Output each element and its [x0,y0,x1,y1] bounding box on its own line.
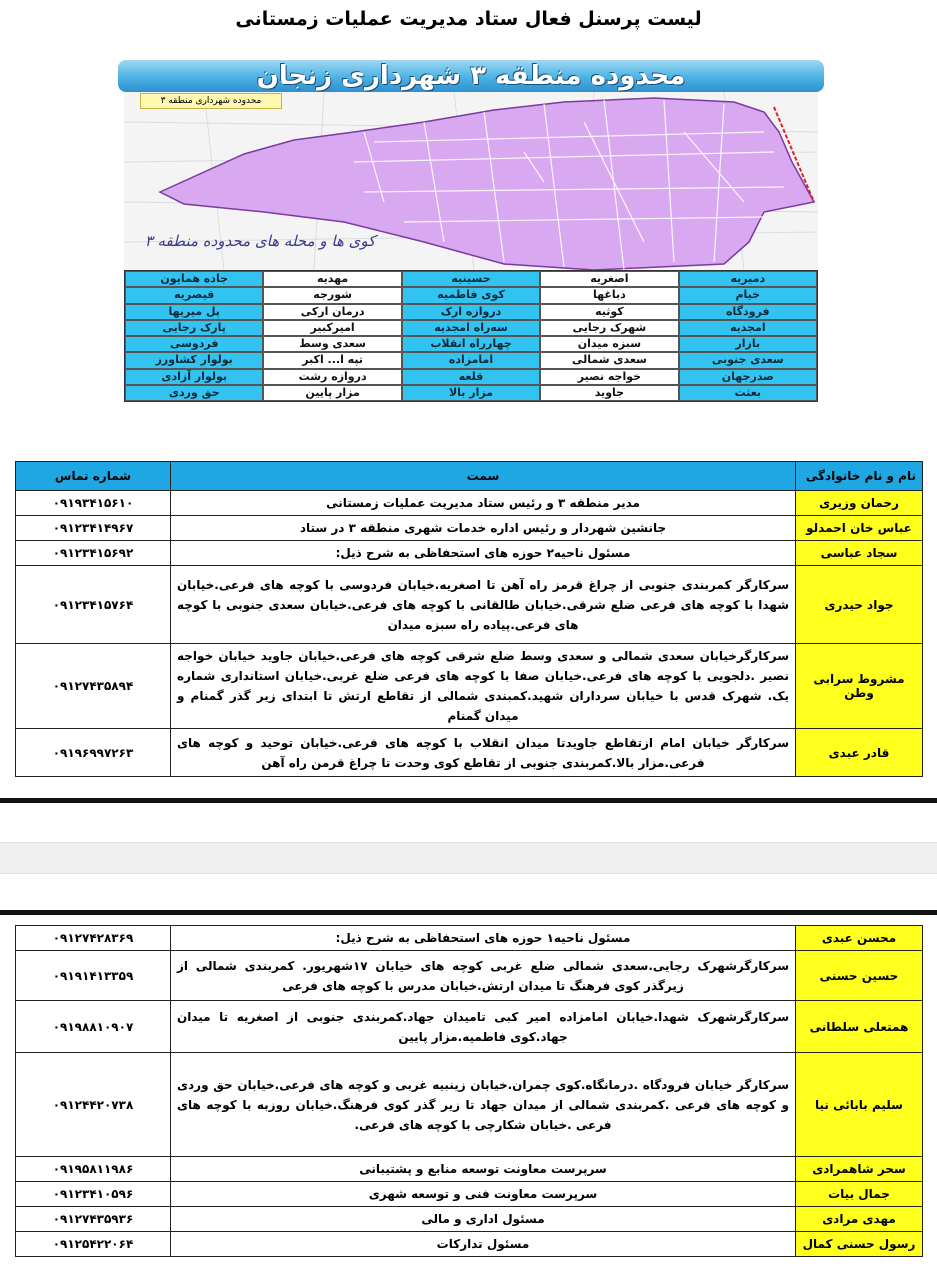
staff-phone: ۰۹۱۲۳۴۱۵۶۹۲ [16,541,171,566]
table-row [16,1157,923,1182]
staff-role: سرکارگرشهرک رجایی.سعدی شمالی ضلع غربی کوچه های خیابان ۱۷شهریور. کمربندی شمالی از زیرگذر کوی فرهنگ تا میدان ارتش.خیابان مدرس با کوچه های فرعی [171,951,796,1001]
neighborhood-cell: فرودگاه [679,304,817,320]
neighborhood-cell: کوثیه [540,304,678,320]
neighborhood-cell: دروازه ارک [402,304,540,320]
neighborhood-cell: سعدی جنوبی [679,352,817,368]
staff-name: جمال بیات [796,1182,923,1207]
neighborhood-cell: دروازه رشت [263,369,401,385]
staff-name: قادر عبدی [796,729,923,777]
staff-role: سرپرست معاونت توسعه منابع و پشتیبانی [171,1157,796,1182]
map-caption: کوی ها و محله های محدوده منطقه ۳ [144,232,376,250]
staff-name: سحر شاهمرادی [796,1157,923,1182]
header-name: نام و نام خانوادگی [796,462,923,491]
neighborhood-cell: سعدی شمالی [540,352,678,368]
staff-name: رسول حسنی کمال [796,1232,923,1257]
map-banner: محدوده منطقه ۳ شهرداری زنجان [118,60,824,92]
staff-role: مسئول تدارکات [171,1232,796,1257]
neighborhood-cell: امامزاده [402,352,540,368]
staff-name: عباس خان احمدلو [796,516,923,541]
neighborhood-cell: بازار [679,336,817,352]
neighborhood-cell: امیرکبیر [263,320,401,336]
neighborhood-cell: قلعه [402,369,540,385]
staff-name: حسین حسنی [796,951,923,1001]
staff-role: سرپرست معاونت فنی و توسعه شهری [171,1182,796,1207]
page-title: لیست پرسنل فعال ستاد مدیریت عملیات زمستانی [235,8,702,30]
table-row [16,566,923,644]
staff-phone: ۰۹۱۹۶۹۹۷۲۶۳ [16,729,171,777]
neighborhood-cell: حق وردی [125,385,263,401]
staff-phone: ۰۹۱۹۱۴۱۳۳۵۹ [16,951,171,1001]
neighborhood-cell: صدرجهان [679,369,817,385]
staff-phone: ۰۹۱۲۳۴۱۰۵۹۶ [16,1182,171,1207]
neighborhood-cell: مهدیه [263,271,401,287]
table-row [16,1182,923,1207]
neighborhood-grid [124,270,818,402]
staff-role: مسئول ناحیه۲ حوزه های استحفاظی به شرح ذیل: [171,541,796,566]
staff-role: جانشین شهردار و رئیس اداره خدمات شهری منطقه ۳ در ستاد [171,516,796,541]
neighborhood-cell: امجدیه [679,320,817,336]
staff-name: محسن عبدی [796,926,923,951]
neighborhood-cell: دمیریه [679,271,817,287]
divider-line [0,798,937,803]
neighborhood-cell: پل میریها [125,304,263,320]
staff-table-1 [15,461,923,777]
staff-name: جواد حیدری [796,566,923,644]
table-row [16,516,923,541]
neighborhood-cell: سعدی وسط [263,336,401,352]
staff-role: سرکارگرشهرک شهدا.خیابان امامزاده امیر کبی تامیدان جهاد.کمربندی جنوبی از اصغریه تا میدان جهاد.کوی فاطمیه.مزار پایین [171,1001,796,1053]
staff-name: مهدی مرادی [796,1207,923,1232]
staff-phone: ۰۹۱۹۳۴۱۵۶۱۰ [16,491,171,516]
neighborhood-cell: حسینیه [402,271,540,287]
neighborhood-cell: بولوار آزادی [125,369,263,385]
staff-phone: ۰۹۱۹۸۸۱۰۹۰۷ [16,1001,171,1053]
table-row [16,491,923,516]
neighborhood-cell: فردوسی [125,336,263,352]
table-row [16,951,923,1001]
table-row [16,1053,923,1157]
neighborhood-cell: دباغها [540,287,678,303]
table-row [16,541,923,566]
staff-name: همتعلی سلطانی [796,1001,923,1053]
staff-table-2 [15,925,923,1257]
divider-line [0,910,937,915]
staff-role: سرکارگرخیابان سعدی شمالی و سعدی وسط ضلع شرقی کوچه های فرعی.خیابان جاوید خیابان خواجه نصیر .دلجویی با کوچه های فرعی.خیابان صفا با کوچه های فرعی ضلع غربی.خیابان استانداری شماره یک. شهرک قدس با خیابان سرداران شهید.کمبندی شمالی از تقاطع ارتش تا ابتدای زیر گذر گمنام و میدان گمنام [171,644,796,729]
neighborhood-cell: سه‌راه امجدیه [402,320,540,336]
neighborhood-cell: شهرک رجایی [540,320,678,336]
header-phone: شماره تماس [16,462,171,491]
table-row [16,1207,923,1232]
staff-name: مشروط سرابی وطن [796,644,923,729]
neighborhood-cell: جاده همایون [125,271,263,287]
staff-role: سرکارگر خیابان امام ازتقاطع جاویدتا میدان انقلاب با کوچه های فرعی.خیابان توحید و کوچه های فرعی.مزار بالا.کمربندی جنوبی از تقاطع کوی وحدت تا چراغ قرمن راه آهن [171,729,796,777]
staff-role: سرکارگر کمربندی جنوبی از چراغ قرمز راه آهن تا اصغریه.خیابان فردوسی با کوچه های فرعی.خیابان شهدا با کوچه های فرعی ضلع شرقی.خیابان طالقانی با کوچه های فرعی.خیابان سعدی جنوبی با کوچه های فرعی.پیاده راه سبزه میدان [171,566,796,644]
staff-phone: ۰۹۱۲۷۴۳۵۹۳۶ [16,1207,171,1232]
neighborhood-cell: کوی فاطمیه [402,287,540,303]
staff-phone: ۰۹۱۲۷۴۲۸۳۶۹ [16,926,171,951]
neighborhood-cell: بولوار کشاورز [125,352,263,368]
neighborhood-cell: خواجه نصیر [540,369,678,385]
neighborhood-cell: مزار پایین [263,385,401,401]
table-header-row [16,462,923,491]
table-row [16,1232,923,1257]
staff-role: مسئول اداری و مالی [171,1207,796,1232]
staff-phone: ۰۹۱۲۳۴۱۴۹۶۷ [16,516,171,541]
table-row [16,1001,923,1053]
staff-phone: ۰۹۱۲۷۴۳۵۸۹۴ [16,644,171,729]
staff-phone: ۰۹۱۲۴۴۲۰۷۳۸ [16,1053,171,1157]
staff-name: رحمان وزیری [796,491,923,516]
staff-phone: ۰۹۱۲۳۴۱۵۷۶۴ [16,566,171,644]
neighborhood-cell: پارک رجایی [125,320,263,336]
staff-name: سلیم بابائی نیا [796,1053,923,1157]
neighborhood-cell: مزار بالا [402,385,540,401]
map-legend-tag: محدوده شهرداری منطقه ۳ [140,93,282,109]
neighborhood-cell: جاوید [540,385,678,401]
neighborhood-cell: اصغریه [540,271,678,287]
table-row [16,729,923,777]
neighborhood-cell: قیصریه [125,287,263,303]
staff-role: مسئول ناحیه۱ حوزه های استحفاظی به شرح ذیل: [171,926,796,951]
neighborhood-cell: چهارراه انقلاب [402,336,540,352]
neighborhood-cell: تپه ا... اکبر [263,352,401,368]
staff-role: سرکارگر خیابان فرودگاه .درمانگاه.کوی چمران.خیابان زینبیه غربی و کوچه های فرعی.خیابان حق وردی و کوچه های فرعی .کمربندی شمالی از میدان جهاد تا زیر گذر کوی فرهنگ.خیابان روزبه با کوچه های فرعی .خیابان شکارچی با کوچه های فرعی. [171,1053,796,1157]
staff-role: مدیر منطقه ۳ و رئیس ستاد مدیریت عملیات زمستانی [171,491,796,516]
neighborhood-cell: خیام [679,287,817,303]
table-row [16,926,923,951]
neighborhood-cell: سبزه میدان [540,336,678,352]
staff-name: سجاد عباسی [796,541,923,566]
neighborhood-cell: شورجه [263,287,401,303]
table-row [16,644,923,729]
page-gap [0,842,937,874]
neighborhood-cell: بعثت [679,385,817,401]
neighborhood-cell: درمان ارکی [263,304,401,320]
staff-phone: ۰۹۱۹۵۸۱۱۹۸۶ [16,1157,171,1182]
staff-phone: ۰۹۱۲۵۴۲۲۰۶۴ [16,1232,171,1257]
header-role: سمت [171,462,796,491]
